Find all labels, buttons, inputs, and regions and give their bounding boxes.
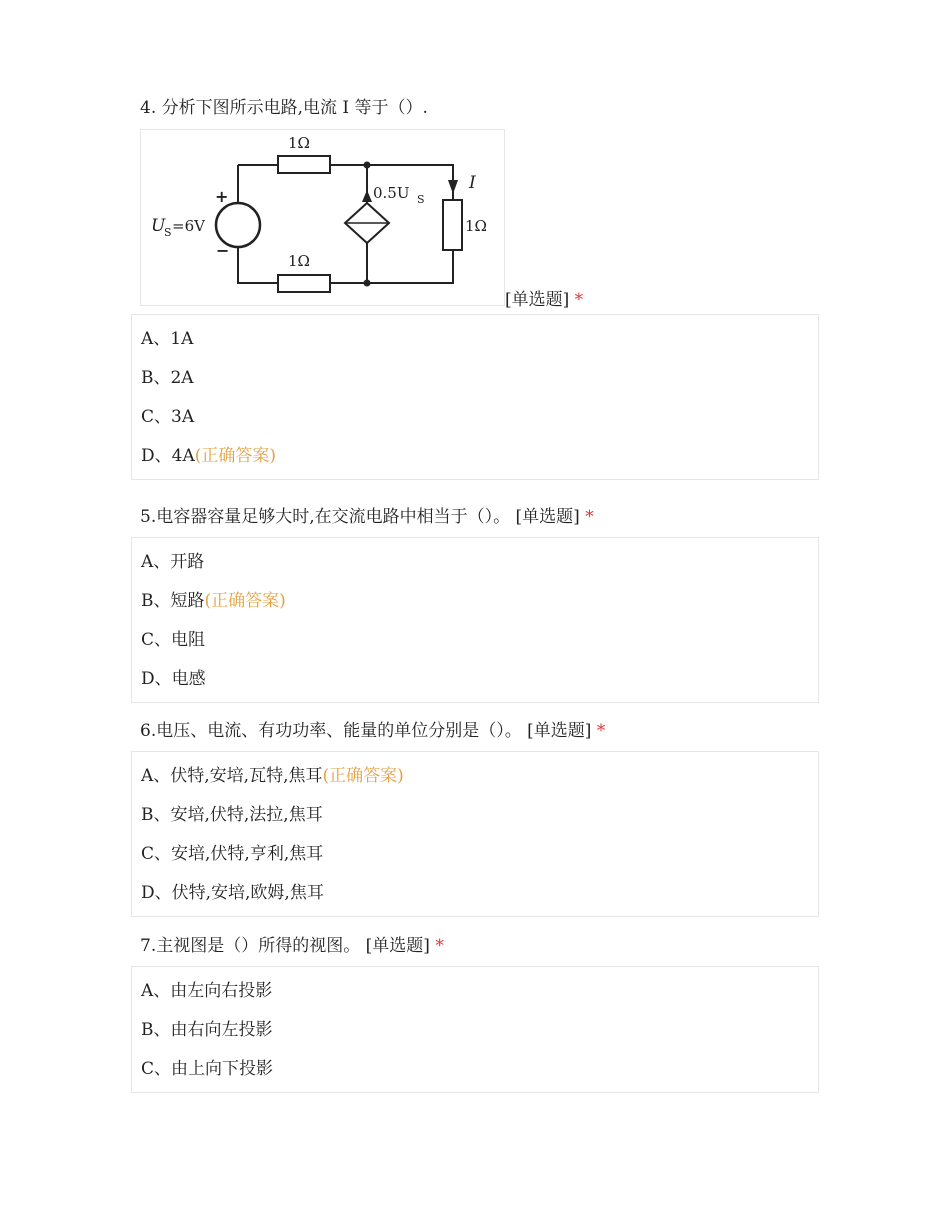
- correct-answer-label: (正确答案): [204, 590, 286, 611]
- option-text: B、短路: [141, 590, 205, 611]
- question-text: 4. 分析下图所示电路,电流 I 等于（）.: [140, 98, 428, 118]
- circuit-figure: [140, 129, 505, 306]
- question-title: [131, 934, 819, 958]
- option-c[interactable]: [132, 620, 818, 659]
- correct-answer-label: (正确答案): [194, 445, 276, 466]
- question-type: [单选题]: [527, 721, 592, 741]
- option-b[interactable]: [132, 795, 818, 834]
- label-dependent: 0.5U: [373, 184, 410, 202]
- label-source: U: [151, 216, 166, 236]
- option-d[interactable]: [132, 659, 818, 698]
- question-6: [131, 719, 819, 917]
- question-type: [单选题]: [515, 507, 580, 527]
- option-text: D、伏特,安培,欧姆,焦耳: [141, 882, 324, 903]
- required-mark: *: [574, 290, 584, 310]
- question-text: 5.电容器容量足够大时,在交流电路中相当于（）。: [140, 507, 511, 527]
- option-text: D、4A: [141, 445, 195, 466]
- question-title: [131, 719, 819, 743]
- options-list: [131, 966, 819, 1093]
- options-list: [131, 314, 819, 480]
- question-text: 7.主视图是（）所得的视图。: [140, 936, 361, 956]
- label-r-bottom: 1Ω: [288, 252, 310, 270]
- label-source-sub: S: [164, 226, 172, 239]
- options-list: [131, 751, 819, 917]
- option-b[interactable]: [132, 358, 818, 397]
- question-4: [131, 96, 819, 480]
- required-mark: *: [596, 721, 606, 741]
- option-text: C、电阻: [141, 629, 206, 650]
- option-a[interactable]: [132, 971, 818, 1010]
- option-text: C、3A: [141, 406, 195, 427]
- option-text: B、由右向左投影: [141, 1019, 273, 1040]
- option-b[interactable]: [132, 581, 818, 620]
- question-title: [131, 96, 819, 120]
- option-c[interactable]: [132, 1049, 818, 1088]
- question-type: [单选题]: [505, 290, 570, 310]
- label-r-right: 1Ω: [465, 217, 487, 235]
- label-dependent-sub: S: [417, 193, 425, 206]
- option-b[interactable]: [132, 1010, 818, 1049]
- resistor-right: [443, 200, 462, 250]
- correct-answer-label: (正确答案): [322, 765, 404, 786]
- arrow-down-icon: [448, 180, 458, 194]
- options-list: [131, 537, 819, 703]
- option-text: A、由左向右投影: [141, 980, 273, 1001]
- option-text: C、由上向下投影: [141, 1058, 274, 1079]
- required-mark: *: [585, 507, 594, 527]
- option-c[interactable]: [132, 397, 818, 436]
- option-text: B、安培,伏特,法拉,焦耳: [141, 804, 323, 825]
- option-d[interactable]: [132, 436, 818, 475]
- label-minus: −: [216, 241, 230, 260]
- option-text: C、安培,伏特,亨利,焦耳: [141, 843, 324, 864]
- option-c[interactable]: [132, 834, 818, 873]
- circuit-diagram: [141, 130, 504, 305]
- question-type: [单选题]: [365, 936, 430, 956]
- option-a[interactable]: [132, 319, 818, 358]
- question-7: [131, 934, 819, 1093]
- resistor-top: [278, 156, 330, 173]
- question-text: 6.电压、电流、有功功率、能量的单位分别是（）。: [140, 721, 522, 741]
- node-top: [364, 162, 371, 169]
- option-text: A、开路: [141, 551, 205, 572]
- required-mark: *: [435, 936, 444, 956]
- option-d[interactable]: [132, 873, 818, 912]
- node-bottom: [364, 280, 371, 287]
- option-text: A、1A: [141, 328, 194, 349]
- label-source-value: =6V: [172, 217, 205, 235]
- question-5: [131, 505, 819, 703]
- label-plus: +: [215, 187, 229, 206]
- option-a[interactable]: [132, 756, 818, 795]
- option-text: B、2A: [141, 367, 194, 388]
- question-title: [131, 505, 819, 529]
- label-current: I: [469, 173, 476, 193]
- option-text: A、伏特,安培,瓦特,焦耳: [141, 765, 323, 786]
- figure-row: [140, 129, 819, 310]
- option-a[interactable]: [132, 542, 818, 581]
- resistor-bottom: [278, 275, 330, 292]
- label-r-top: 1Ω: [288, 134, 310, 152]
- option-text: D、电感: [141, 668, 206, 689]
- question-meta: [505, 288, 583, 312]
